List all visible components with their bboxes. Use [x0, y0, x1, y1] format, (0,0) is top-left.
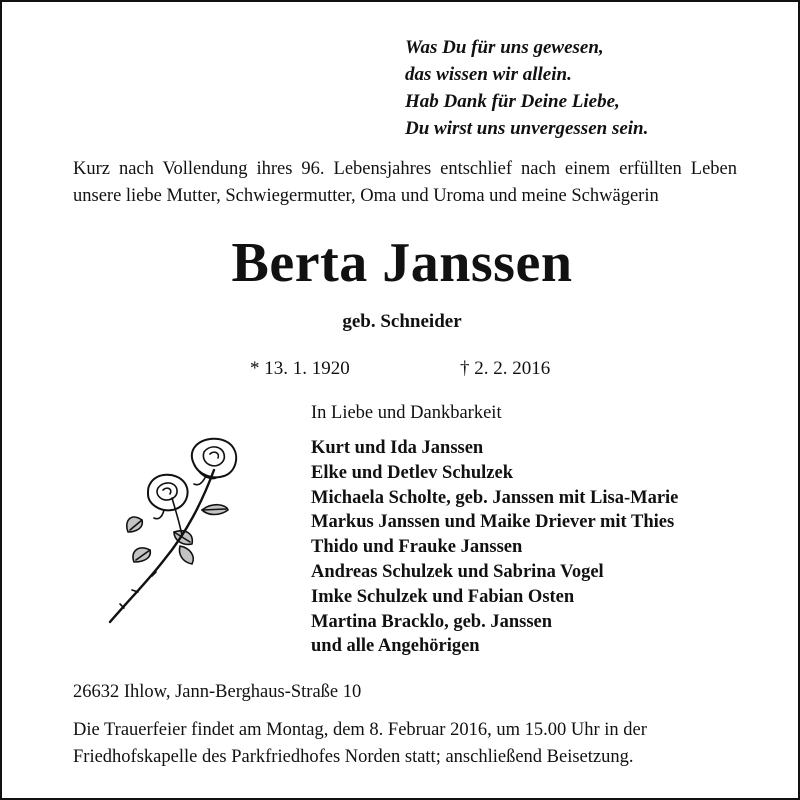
mourner-entry: Thido und Frauke Janssen	[311, 537, 523, 558]
poem-line: Du wirst uns unvergessen sein.	[405, 118, 649, 139]
mourner-entry: Elke und Detlev Schulzek	[311, 462, 513, 483]
mourner-entry: Andreas Schulzek und Sabrina Vogel	[311, 561, 604, 582]
mourner-entry: Martina Bracklo, geb. Janssen	[311, 611, 553, 632]
dedication: In Liebe und Dankbarkeit	[311, 403, 502, 423]
birth-date: * 13. 1. 1920	[250, 358, 350, 379]
death-date: † 2. 2. 2016	[460, 358, 551, 379]
mourner-entry: und alle Angehörigen	[311, 636, 480, 657]
funeral-line: Die Trauerfeier findet am Montag, dem 8. Februar 2016, um 15.00 Uhr in der	[73, 720, 647, 740]
mourner-entry: Markus Janssen und Maike Driever mit Thies	[311, 512, 675, 533]
rose-icon	[102, 432, 252, 632]
poem-line: Hab Dank für Deine Liebe,	[405, 91, 620, 112]
poem-line: das wissen wir allein.	[405, 64, 572, 85]
deceased-name: Berta Janssen	[231, 232, 573, 294]
address: 26632 Ihlow, Jann-Berghaus-Straße 10	[73, 682, 362, 702]
funeral-line: Friedhofskapelle des Parkfriedhofes Norden statt; anschließend Beisetzung.	[73, 747, 634, 767]
poem	[405, 34, 648, 142]
mourner-entry: Imke Schulzek und Fabian Osten	[311, 586, 575, 607]
maiden-name: geb. Schneider	[342, 311, 462, 332]
mourner-entry: Kurt und Ida Janssen	[311, 438, 484, 458]
poem-line: Was Du für uns gewesen,	[405, 37, 604, 58]
mourner-entry: Michaela Scholte, geb. Janssen mit Lisa-Marie	[311, 487, 679, 508]
mourners-list	[311, 436, 678, 659]
intro-text: Kurz nach Vollendung ihres 96. Lebensjahres entschlief nach einem erfüllten Leben unsere liebe Mutter, Schwiegermutter, Oma und Uroma und meine Schwägerin	[73, 159, 737, 206]
funeral-info	[73, 717, 737, 771]
